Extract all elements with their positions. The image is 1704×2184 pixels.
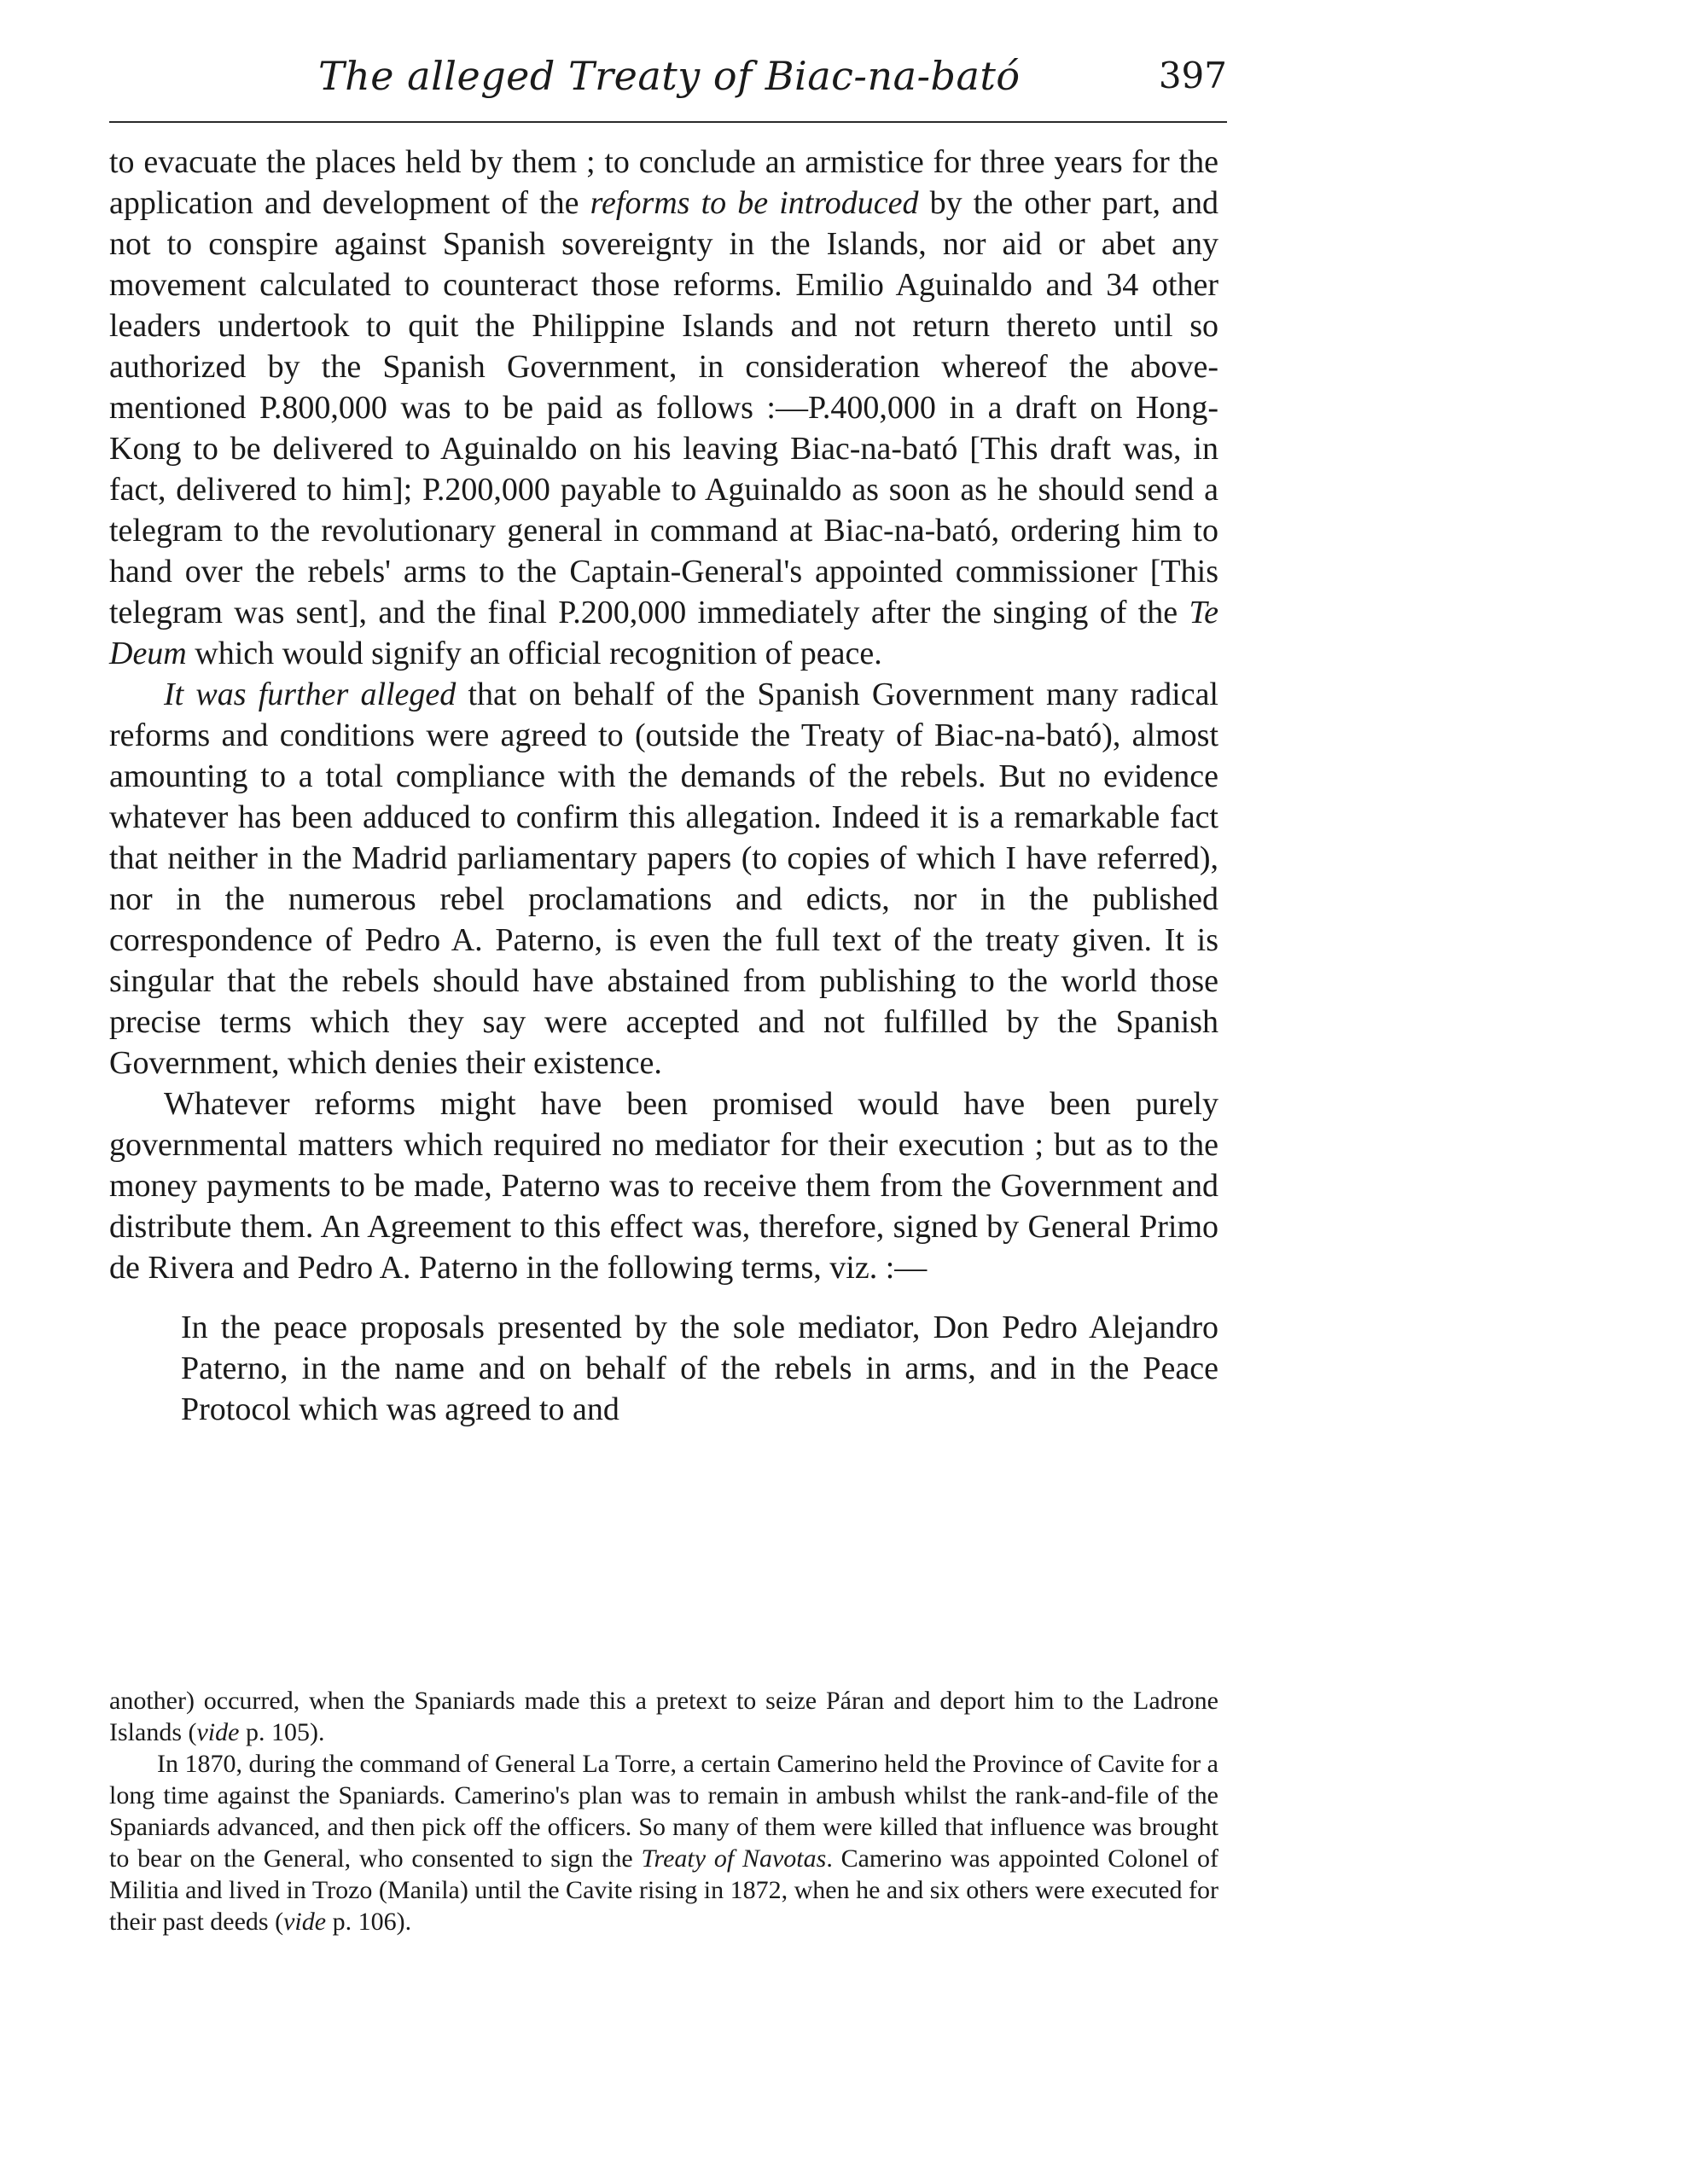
italic-text: vide: [196, 1718, 240, 1746]
text-run: by the other part, and not to conspire against Spanish sovereignty in the Islands, nor aid or abet any movement calculated to counteract those reforms. Emilio Aguinaldo and 34 other leaders undertook to quit the Philippine Islands and not return thereto until so authorized by the Spanish Government, in consideration whereof the above-mentioned P.800,000 was to be paid as follows :—P.400,000 in a draft on Hong-Kong to be delivered to Aguinaldo on his leaving Biac-na-bató [This draft was, in fact, delivered to him]; P.200,000 payable to Aguinaldo as soon as he should send a telegram to the revolutionary general in command at Biac-na-bató, ordering him to hand over the rebels' arms to the Captain-General's appointed commissioner [This telegram was sent], and the final P.200,000 immediately after the singing of the: [109, 185, 1218, 630]
italic-text: It was further alleged: [164, 677, 457, 712]
text-run: In 1870, during the command of General La Torre, a certain Camerino held the Province of Cavite for a long time against the Spaniards. Camerino's plan was to remain in ambush whilst the rank-and-file of the Spaniards advanced, and then pick off the officers. So many of them were killed that influence was brought to bear on the General, who consented to sign the: [109, 1750, 1218, 1873]
text-run: p. 105).: [239, 1718, 325, 1746]
text-run: which would signify an official recognition of peace.: [186, 636, 882, 671]
page-header: [109, 53, 1227, 113]
italic-text: vide: [283, 1908, 327, 1936]
italic-text: Te Deum: [109, 595, 1218, 671]
paragraph-reforms: Whatever reforms might have been promised would have been purely governmental matters which required no mediator for their execution ; but as to the money payments to be made, Paterno was to receive them from the Government and distribute them. An Agreement to this effect was, therefore, signed by General Primo de Rivera and Pedro A. Paterno in the following terms, viz. :—: [109, 1086, 1218, 1286]
text-run: . Camerino was appointed Colonel of Militia and lived in Trozo (Manila) until the Cavite rising in 1872, when he and six others were executed for their past deeds (: [109, 1844, 1218, 1936]
running-title: The alleged Treaty of Biac-na-bató: [318, 53, 1021, 99]
italic-text: Treaty of Navotas: [641, 1844, 827, 1873]
quoted-extract: In the peace proposals presented by the sole mediator, Don Pedro Alejandro Paterno, in the name and on behalf of the rebels in arms, and in the Peace Protocol which was agreed to and: [181, 1310, 1218, 1427]
header-rule: [109, 121, 1227, 123]
italic-text: reforms to be introduced: [590, 185, 919, 221]
text-run: p. 106).: [326, 1908, 412, 1936]
paragraph-continuation: [109, 142, 1218, 674]
main-text: [109, 142, 1218, 1430]
footnote-camerino: [109, 1748, 1218, 1937]
page-number: 397: [1158, 55, 1227, 96]
text-run: another) occurred, when the Spaniards made this a pretext to seize Páran and deport him to the Ladrone Islands (: [109, 1687, 1218, 1746]
text-run: that on behalf of the Spanish Government many radical reforms and conditions were agreed to (outside the Treaty of Biac-na-bató), almost amounting to a total compliance with the demands of the rebels. But no evidence whatever has been adduced to confirm this allegation. Indeed it is a remarkable fact that neither in the Madrid parliamentary papers (to copies of which I have referred), nor in the numerous rebel proclamations and edicts, nor in the published correspondence of Pedro A. Paterno, is even the full text of the treaty given. It is singular that the rebels should have abstained from publishing to the world those precise terms which they say were accepted and not fulfilled by the Spanish Government, which denies their existence.: [109, 677, 1218, 1081]
text-run: to evacuate the places held by them ; to conclude an armistice for three years for the application and development of the: [109, 144, 1218, 221]
paragraph-further-alleged: [109, 674, 1218, 1083]
footnote-continuation: [109, 1685, 1218, 1748]
footnotes: [109, 1685, 1218, 1937]
